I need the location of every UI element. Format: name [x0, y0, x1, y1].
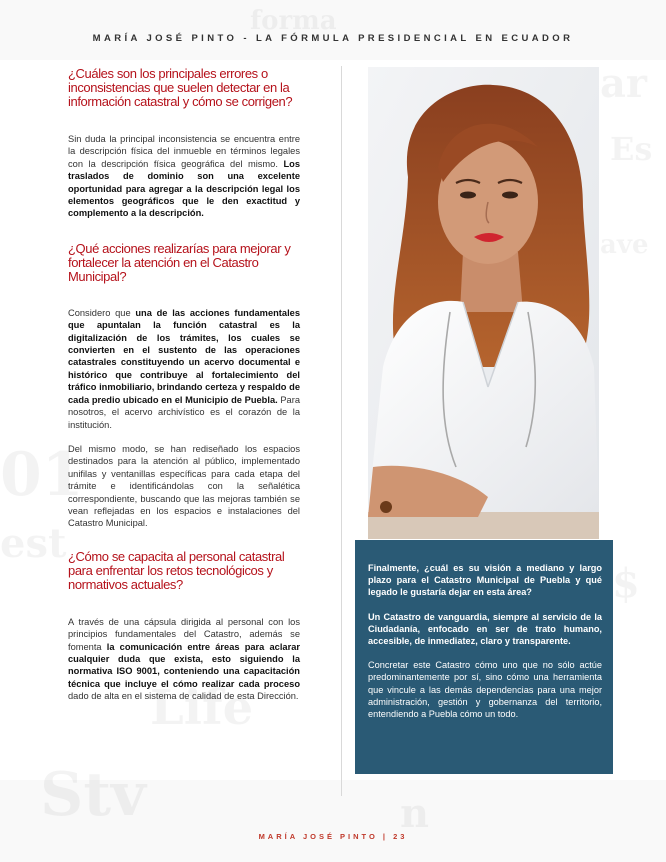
callout-answer: Concretar este Catastro cómo uno que no sólo actúe predominantemente por sí, sino cómo una herramienta que vincule a las demás dependencias para una mejor administración, gestión y gobernanza del territorio, entendiendo a Puebla cómo un todo.: [368, 660, 602, 720]
text-run: A través de una cápsula dirigida al personal con los principios fundamentales del Catastro, además se fomenta: [68, 616, 300, 652]
answer-paragraph-2: [68, 307, 300, 431]
running-header: MARÍA JOSÉ PINTO - LA FÓRMULA PRESIDENCIAL EN ECUADOR: [92, 33, 574, 44]
page-footer: MARÍA JOSÉ PINTO | 23: [258, 832, 408, 841]
closing-question-box: [355, 540, 613, 774]
callout-question: Finalmente, ¿cuál es su visión a mediano y largo plazo para el Catastro Municipal de Puebla y qué legado le gustaría dejar en esta área?: [368, 563, 602, 598]
left-column: [68, 66, 300, 703]
callout-answer-bold: Un Catastro de vanguardia, siempre al servicio de la Ciudadanía, enfocado en ser de trato humano, accesible, de inmediatez, claro y transparente.: [368, 611, 602, 647]
text-run: Sin duda la principal inconsistencia se encuentra entre la descripción física del inmueble en términos legales con la descripción física geográfica del mismo.: [68, 134, 300, 169]
portrait-photo: [368, 67, 599, 539]
text-run: Considero que: [68, 307, 136, 318]
portrait-illustration: [368, 67, 599, 539]
question-heading-3: ¿Cómo se capacita al personal catastral para enfrentar los retos tecnológicos y normativos actuales?: [68, 548, 285, 592]
question-heading-2: ¿Qué acciones realizarías para mejorar y fortalecer la atención en el Catastro Municipal?: [68, 240, 291, 284]
question-heading-1: ¿Cuáles son los principales errores o inconsistencias que suelen detectar en la información catastral y cómo se corrigen?: [68, 66, 293, 109]
answer-paragraph-4: [68, 616, 300, 703]
answer-paragraph-1: [68, 133, 300, 220]
bold-run: Los traslados de dominio son una excelente oportunidad para agregar a la descripción legal los elementos geográficos que le den exactitud y complemento a la descripción.: [68, 158, 300, 219]
answer-paragraph-3: [68, 443, 300, 530]
text-run: Del mismo modo, se han rediseñado los espacios destinados para la atención al público, implementado unifilas y ventanillas específicas para cada etapa del trámite e identificándolas con la señalética correspondiente, buscando que las mejoras también se vean reflejadas en los espacios e instalaciones del Catastro Municipal.: [68, 443, 300, 529]
text-run: Para nosotros, el acervo archivístico es el corazón de la institución.: [68, 394, 300, 430]
bold-run: una de las acciones fundamentales que apuntalan la función catastral es la digitalización de los trámites, los cuales se convierten en el sustento de las operaciones catastrales constituyendo un acervo documental e histórico que contribuye al fortalecimiento del tráfico inmobiliario, brindando certeza y respaldo de cada predio ubicado en el Municipio de Puebla.: [68, 307, 300, 405]
column-divider: [341, 66, 342, 796]
text-run: dado de alta en el sistema de calidad de esta Dirección.: [68, 691, 299, 702]
bold-run: la comunicación entre áreas para aclarar cualquier duda que exista, esto siguiendo la normativa ISO 9001, conteniendo una capacitación técnica que incluye el cómo realizar cada proceso: [68, 641, 300, 689]
